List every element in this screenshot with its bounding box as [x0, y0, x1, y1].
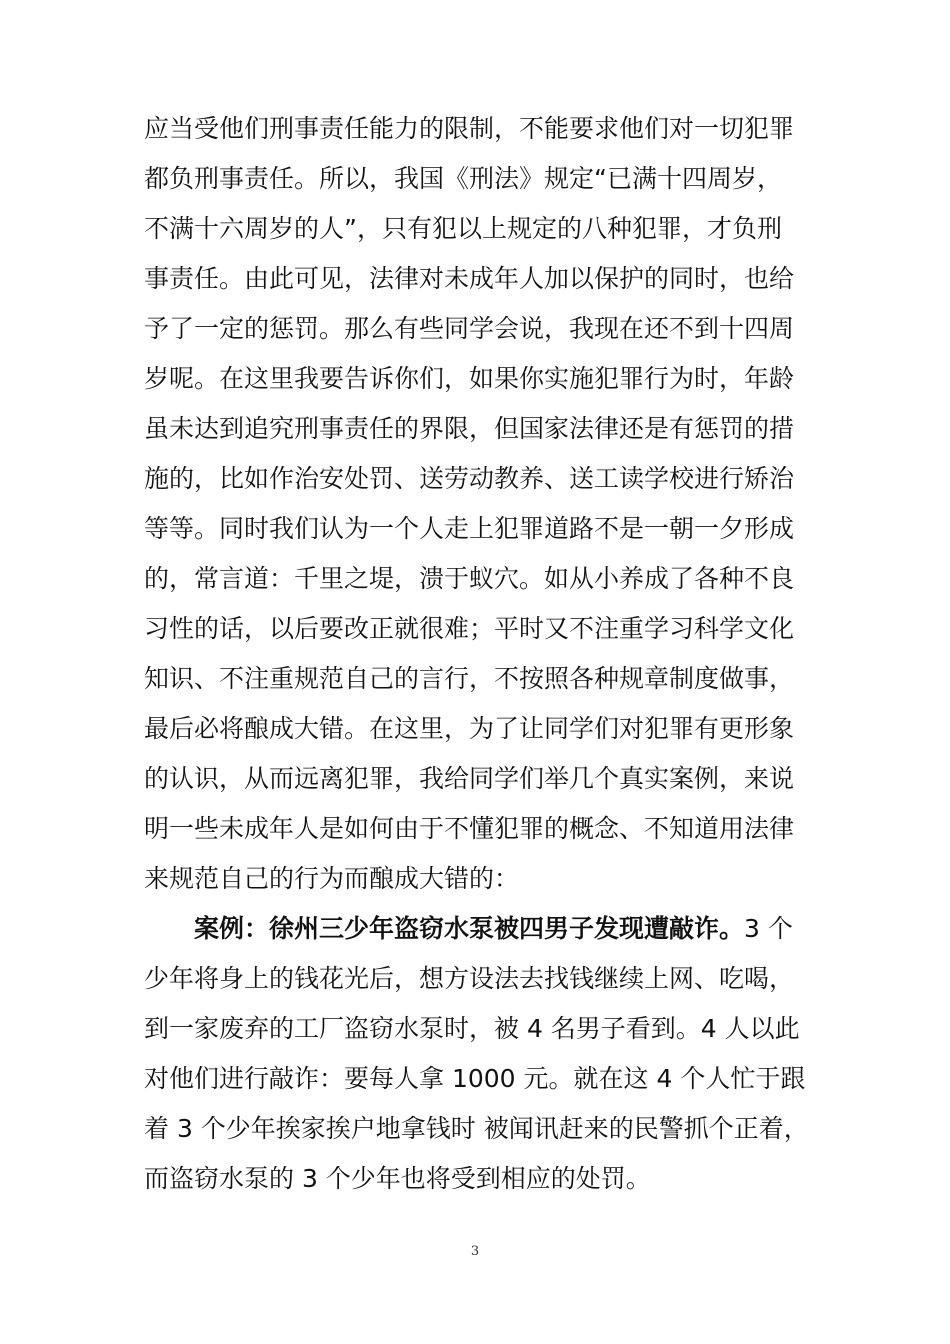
text-line: 明一些未成年人是如何由于不懂犯罪的概念、不知道用法律 [144, 814, 795, 843]
text-line: 予了一定的惩罚。那么有些同学会说，我现在还不到十四周 [144, 314, 795, 343]
text-line: 知识、不注重规范自己的言行，不按照各种规章制度做事， [144, 664, 795, 693]
case-line: 少年将身上的钱花光后，想方设法去找钱继续上网、吃喝， [144, 964, 795, 993]
text-line: 不满十六周岁的人”，只有犯以上规定的八种犯罪，才负刑 [144, 214, 782, 243]
text-line: 事责任。由此可见，法律对未成年人加以保护的同时，也给 [144, 264, 795, 293]
case-line: 到一家废弃的工厂盗窃水泵时，被 4 名男子看到。4 人以此 [144, 1014, 800, 1043]
page-number: 3 [470, 1244, 480, 1259]
text-line: 最后必将酿成大错。在这里，为了让同学们对犯罪有更形象 [144, 714, 795, 743]
case-first-line [144, 904, 824, 954]
text-line: 习性的话，以后要改正就很难；平时又不注重学习科学文化 [144, 614, 795, 643]
case-heading: 案例：徐州三少年盗窃水泵被四男子发现遭敲诈。 [194, 914, 745, 943]
text-line: 岁呢。在这里我要告诉你们，如果你实施犯罪行为时，年龄 [144, 364, 795, 393]
text-line: 来规范自己的行为而酿成大错的： [144, 864, 520, 893]
text-line: 施的，比如作治安处罚、送劳动教养、送工读学校进行矫治 [144, 464, 795, 493]
case-line: 着 3 个少年挨家挨户地拿钱时 被闻讯赶来的民警抓个正着， [144, 1114, 809, 1143]
case-first-tail: 3 个 [744, 914, 793, 943]
text-line: 的认识，从而远离犯罪，我给同学们举几个真实案例，来说 [144, 764, 795, 793]
case-line: 而盗窃水泵的 3 个少年也将受到相应的处罚。 [144, 1164, 651, 1193]
text-line: 虽未达到追究刑事责任的界限，但国家法律还是有惩罚的措 [144, 414, 795, 443]
text-line: 的，常言道：千里之堤，溃于蚁穴。如从小养成了各种不良 [144, 564, 795, 593]
body-text [144, 104, 824, 1204]
text-line: 等等。同时我们认为一个人走上犯罪道路不是一朝一夕形成 [144, 514, 795, 543]
case-line: 对他们进行敲诈：要每人拿 1000 元。就在这 4 个人忙于跟 [144, 1064, 806, 1093]
text-line: 应当受他们刑事责任能力的限制，不能要求他们对一切犯罪 [144, 114, 795, 143]
text-line: 都负刑事责任。所以，我国《刑法》规定“已满十四周岁， [144, 164, 782, 193]
